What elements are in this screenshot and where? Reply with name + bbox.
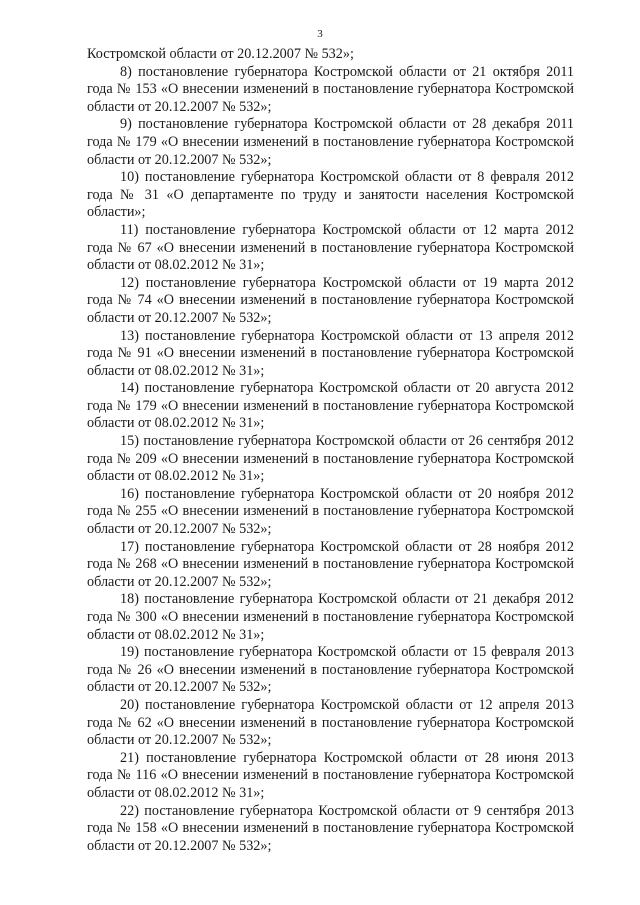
list-item: 19) постановление губернатора Костромской области от 15 февраля 2013 года № 26 «О внесении изменений в постановление губернатора Костромской области от 20.12.2007 № 532»; <box>87 644 574 696</box>
list-item: 22) постановление губернатора Костромской области от 9 сентября 2013 года № 158 «О внесении изменений в постановление губернатора Костромской области от 20.12.2007 № 532»; <box>87 802 574 854</box>
list-item: 12) постановление губернатора Костромской области от 19 марта 2012 года № 74 «О внесении изменений в постановление губернатора Костромской области от 20.12.2007 № 532»; <box>87 274 574 326</box>
continuation-text: Костромской области от 20.12.2007 № 532»; <box>87 46 354 62</box>
list-item: 13) постановление губернатора Костромской области от 13 апреля 2012 года № 91 «О внесении изменений в постановление губернатора Костромской области от 08.02.2012 № 31»; <box>87 327 574 379</box>
list-item: 17) постановление губернатора Костромской области от 28 ноября 2012 года № 268 «О внесении изменений в постановление губернатора Костромской области от 20.12.2007 № 532»; <box>87 538 574 590</box>
list-item: 16) постановление губернатора Костромской области от 20 ноября 2012 года № 255 «О внесении изменений в постановление губернатора Костромской области от 20.12.2007 № 532»; <box>87 485 574 538</box>
list-item: 15) постановление губернатора Костромской области от 26 сентября 2012 года № 209 «О внесении изменений в постановление губернатора Костромской области от 08.02.2012 № 31»; <box>87 433 574 485</box>
list-item: 20) постановление губернатора Костромской области от 12 апреля 2013 года № 62 «О внесении изменений в постановление губернатора Костромской области от 20.12.2007 № 532»; <box>87 696 574 749</box>
list-item: 21) постановление губернатора Костромской области от 28 июня 2013 года № 116 «О внесении изменений в постановление губернатора Костромской области от 08.02.2012 № 31»; <box>87 749 574 801</box>
document-body <box>87 46 574 855</box>
list-item: 14) постановление губернатора Костромской области от 20 августа 2012 года № 179 «О внесении изменений в постановление губернатора Костромской области от 08.02.2012 № 31»; <box>87 380 574 432</box>
list-item: 9) постановление губернатора Костромской области от 28 декабря 2011 года № 179 «О внесении изменений в постановление губернатора Костромской области от 20.12.2007 № 532»; <box>87 116 574 168</box>
list-item: 10) постановление губернатора Костромской области от 8 февраля 2012 года № 31 «О департаменте по труду и занятости населения Костромской области»; <box>87 169 574 221</box>
page-number: 3 <box>317 28 323 40</box>
list-item: 8) постановление губернатора Костромской области от 21 октября 2011 года № 153 «О внесении изменений в постановление губернатора Костромской области от 20.12.2007 № 532»; <box>87 63 574 115</box>
list-item: 11) постановление губернатора Костромской области от 12 марта 2012 года № 67 «О внесении изменений в постановление губернатора Костромской области от 08.02.2012 № 31»; <box>87 221 574 274</box>
list-item: 18) постановление губернатора Костромской области от 21 декабря 2012 года № 300 «О внесении изменений в постановление губернатора Костромской области от 08.02.2012 № 31»; <box>87 591 574 643</box>
